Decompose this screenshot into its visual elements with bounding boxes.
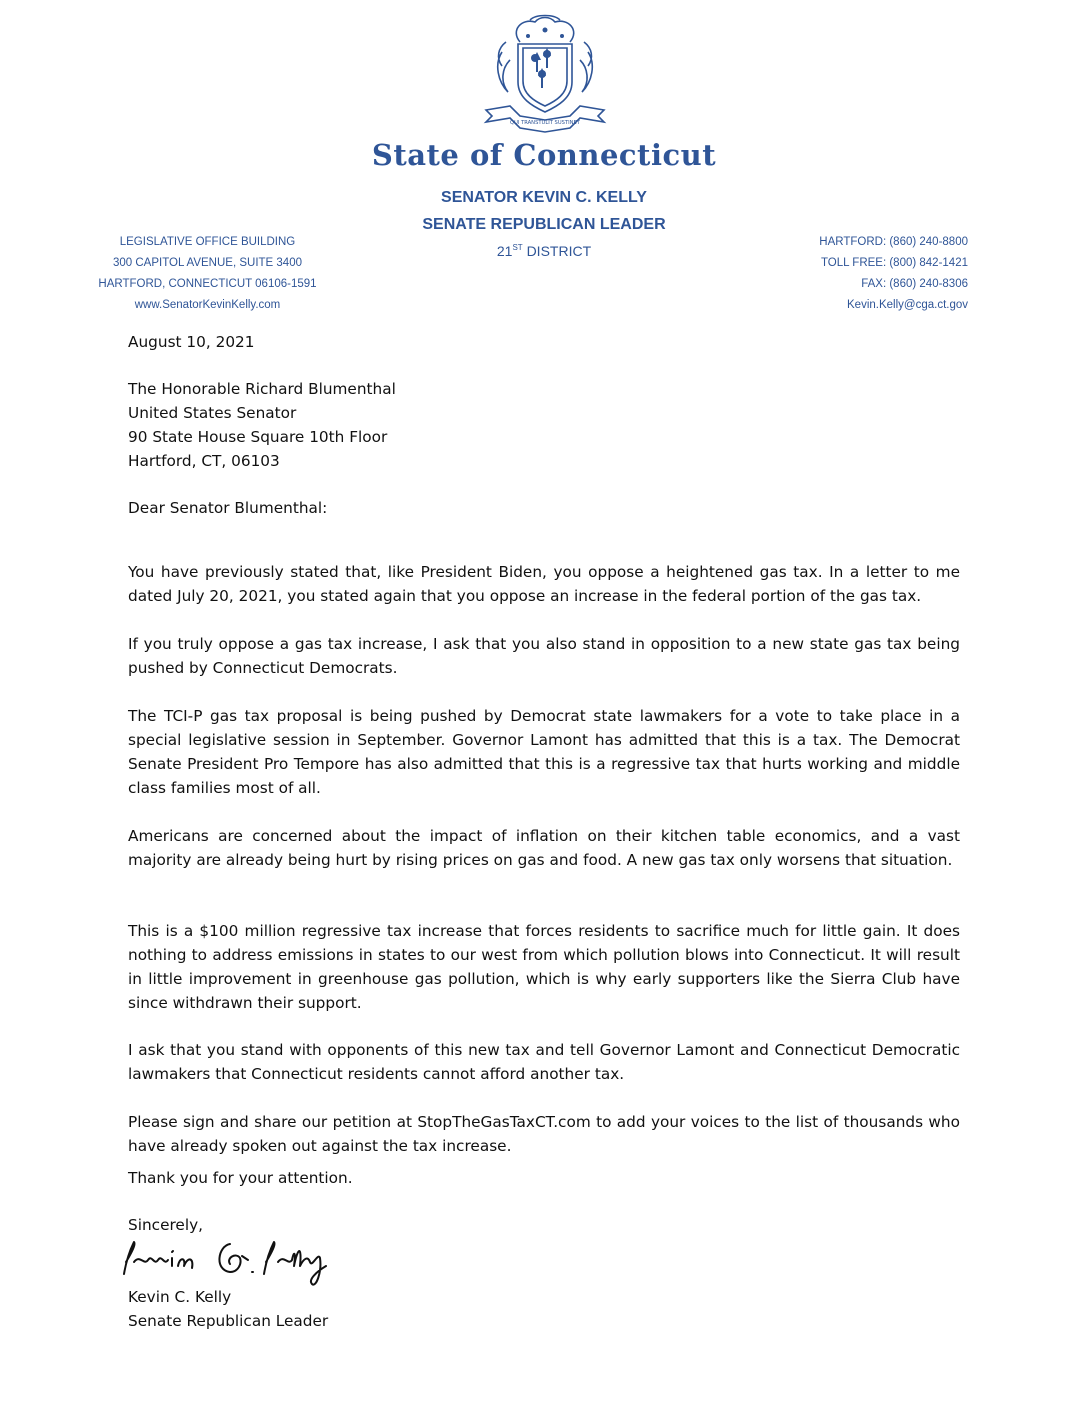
- district-word: DISTRICT: [526, 243, 592, 259]
- handwritten-signature: [118, 1232, 383, 1292]
- signer-name: Kevin C. Kelly: [128, 1288, 232, 1306]
- letter-date: August 10, 2021: [128, 333, 255, 351]
- fax-number: FAX: (860) 240-8306: [861, 278, 968, 290]
- phone-hartford: HARTFORD: (860) 240-8800: [819, 236, 968, 248]
- letterhead-state-title: State of Connecticut: [371, 138, 717, 172]
- body-paragraph: If you truly oppose a gas tax increase, I ask that you also stand in opposition to a new state gas tax being pushed by Connecticut Democrats.: [128, 635, 960, 678]
- closing-sincerely: Sincerely,: [128, 1216, 204, 1234]
- office-address-block: [90, 232, 325, 316]
- recipient-address: [128, 377, 960, 473]
- district-number: 21: [496, 243, 513, 259]
- senator-role: SENATE REPUBLICAN LEADER: [422, 216, 666, 233]
- recipient-line: 90 State House Square 10th Floor: [128, 428, 388, 446]
- closing-thanks: Thank you for your attention.: [128, 1169, 353, 1187]
- phone-toll-free: TOLL FREE: (800) 842-1421: [820, 257, 968, 269]
- email-link[interactable]: Kevin.Kelly@cga.ct.gov: [847, 299, 968, 311]
- body-paragraph: Americans are concerned about the impact of inflation on their kitchen table economics, and a vast majority are already being hurt by rising prices on gas and food. A new gas tax only worsens that situation.: [128, 827, 960, 870]
- recipient-line: United States Senator: [128, 404, 297, 422]
- body-paragraph: I ask that you stand with opponents of this new tax and tell Governor Lamont and Connecticut Democratic lawmakers that Connecticut residents cannot afford another tax.: [128, 1041, 960, 1084]
- office-city: HARTFORD, CONNECTICUT 06106-1591: [98, 278, 317, 290]
- signer-title: Senate Republican Leader: [128, 1312, 329, 1330]
- office-building: LEGISLATIVE OFFICE BUILDING: [119, 236, 296, 248]
- seal-motto: QUI TRANSTULIT SUSTINET: [510, 120, 580, 126]
- salutation: Dear Senator Blumenthal:: [128, 499, 328, 517]
- body-paragraph: This is a $100 million regressive tax increase that forces residents to sacrifice much for little gain. It does nothing to address emissions in states to our west from which pollution blows into Connecticut. It will result in little improvement in greenhouse gas pollution, which is why early supporters like the Sierra Club have since withdrawn their support.: [128, 922, 960, 1013]
- state-seal-logo: [480, 12, 610, 136]
- body-paragraph: Please sign and share our petition at StopTheGasTaxCT.com to add your voices to the list of thousands who have already spoken out against the tax increase.: [128, 1113, 960, 1156]
- recipient-line: The Honorable Richard Blumenthal: [128, 380, 396, 398]
- senator-name: SENATOR KEVIN C. KELLY: [441, 189, 647, 206]
- recipient-line: Hartford, CT, 06103: [128, 452, 280, 470]
- office-street: 300 CAPITOL AVENUE, SUITE 3400: [113, 257, 302, 269]
- website-link[interactable]: www.SenatorKevinKelly.com: [134, 299, 281, 311]
- body-paragraph: The TCI-P gas tax proposal is being pushed by Democrat state lawmakers for a vote to take place in a special legislative session in September. Governor Lamont has admitted that this is a tax. The Democrat Senate President Pro Tempore has also admitted that this is a regressive tax that hurts working and middle class families most of all.: [128, 707, 960, 798]
- district-suffix: ST: [512, 243, 523, 252]
- body-paragraph: You have previously stated that, like President Biden, you oppose a heightened gas tax. In a letter to me dated July 20, 2021, you stated again that you oppose an increase in the federal portion of the gas tax.: [128, 563, 960, 606]
- contact-info-block: [770, 232, 968, 316]
